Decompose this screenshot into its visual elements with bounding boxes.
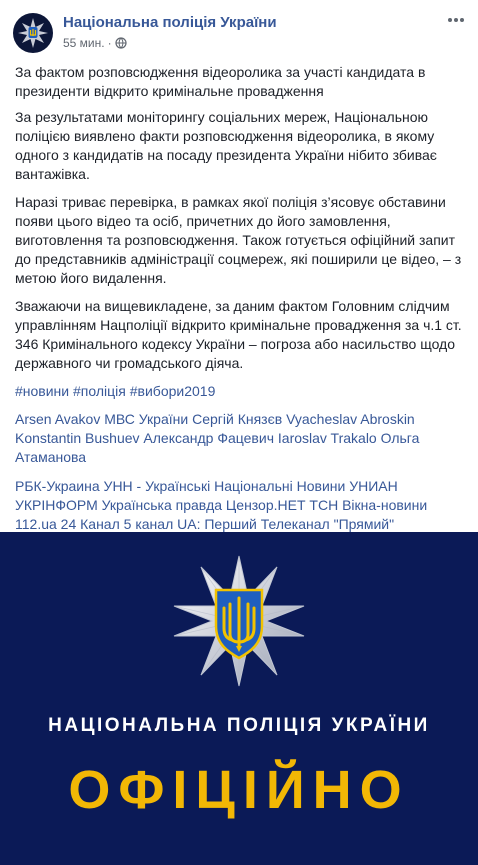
- tag-link[interactable]: Телеканал "Прямий": [260, 516, 395, 532]
- tag-link[interactable]: УНИАН: [349, 478, 398, 494]
- police-star-logo-icon: [13, 13, 53, 53]
- tag-link[interactable]: Вікна-новини: [342, 497, 428, 513]
- meta-separator: ·: [107, 36, 112, 50]
- people-tags: [15, 410, 465, 467]
- hashtag-link[interactable]: #поліція: [73, 383, 126, 399]
- post-title: За фактом розповсюдження відеоролика за участі кандидата в президенти відкрито кримінальне провадження: [15, 64, 426, 99]
- post-paragraph: За результатами моніторингу соціальних мереж, Національною поліцією виявлено факти розповсюдження відеоролика, в якому одного з кандидатів на посаду президента України нібито збиває вантажівка.: [15, 109, 437, 182]
- tag-link[interactable]: МВС України: [104, 411, 189, 427]
- more-options-icon[interactable]: [444, 10, 468, 30]
- banner-brand-text: НАЦІОНАЛЬНА ПОЛІЦІЯ УКРАЇНИ: [48, 715, 430, 736]
- tag-link[interactable]: Александр Фацевич: [143, 430, 274, 446]
- tag-link[interactable]: Iaroslav Trakalo: [277, 430, 377, 446]
- post-header: [0, 0, 478, 56]
- tag-link[interactable]: 5 канал: [123, 516, 174, 532]
- tag-link[interactable]: УКРІНФОРМ: [15, 497, 98, 513]
- tag-link[interactable]: Konstantin Bushuev: [15, 430, 140, 446]
- post-timestamp[interactable]: 55 мин.: [63, 36, 105, 50]
- media-tags: [15, 477, 465, 534]
- banner-official-text: ОФІЦІЙНО: [68, 760, 410, 820]
- tag-link[interactable]: УНН - Українські Національні Новини: [103, 478, 346, 494]
- post-meta: [63, 36, 127, 52]
- hashtag-link[interactable]: #новини: [15, 383, 70, 399]
- tag-link[interactable]: Сергій Князєв: [192, 411, 283, 427]
- hashtag-link[interactable]: #вибори2019: [129, 383, 216, 399]
- tag-link[interactable]: 112.ua: [15, 516, 57, 532]
- post-paragraph: Зважаючи на вищевикладене, за даним фактом Головним слідчим управлінням Нацполіції відкрито кримінальне провадження за ч.1 ст. 346 Кримінального кодексу України – погроза або насильство щодо державного чи громадського діяча.: [15, 298, 462, 371]
- page-avatar[interactable]: [13, 13, 53, 53]
- tag-link[interactable]: РБК-Украина: [15, 478, 100, 494]
- post-body: [15, 64, 465, 544]
- tag-link[interactable]: Цензор.НЕТ: [225, 497, 306, 513]
- tag-link[interactable]: 24 Канал: [60, 516, 120, 532]
- tag-link[interactable]: ТСН: [309, 497, 339, 513]
- police-star-logo-icon: [172, 554, 306, 688]
- page-name-link[interactable]: Національна поліція України: [63, 14, 277, 31]
- post-image[interactable]: [0, 532, 478, 865]
- tag-link[interactable]: Arsen Avakov: [15, 411, 101, 427]
- tag-link[interactable]: Українська правда: [101, 497, 223, 513]
- tag-link[interactable]: UA: Перший: [177, 516, 257, 532]
- post-paragraph: Наразі триває перевірка, в рамках якої поліція з’ясовує обставини появи цього відео та осіб, причетних до його замовлення, виготовлення та розповсюдження. Також готується офіційний запит до представників адміністрації соцмереж, які поширили це відео, – з метою його видалення.: [15, 194, 462, 286]
- globe-icon[interactable]: [115, 37, 127, 52]
- hashtags: [15, 382, 465, 401]
- tag-link[interactable]: Vyacheslav Abroskin: [286, 411, 415, 427]
- tag-link[interactable]: Ольга Атаманова: [15, 430, 420, 465]
